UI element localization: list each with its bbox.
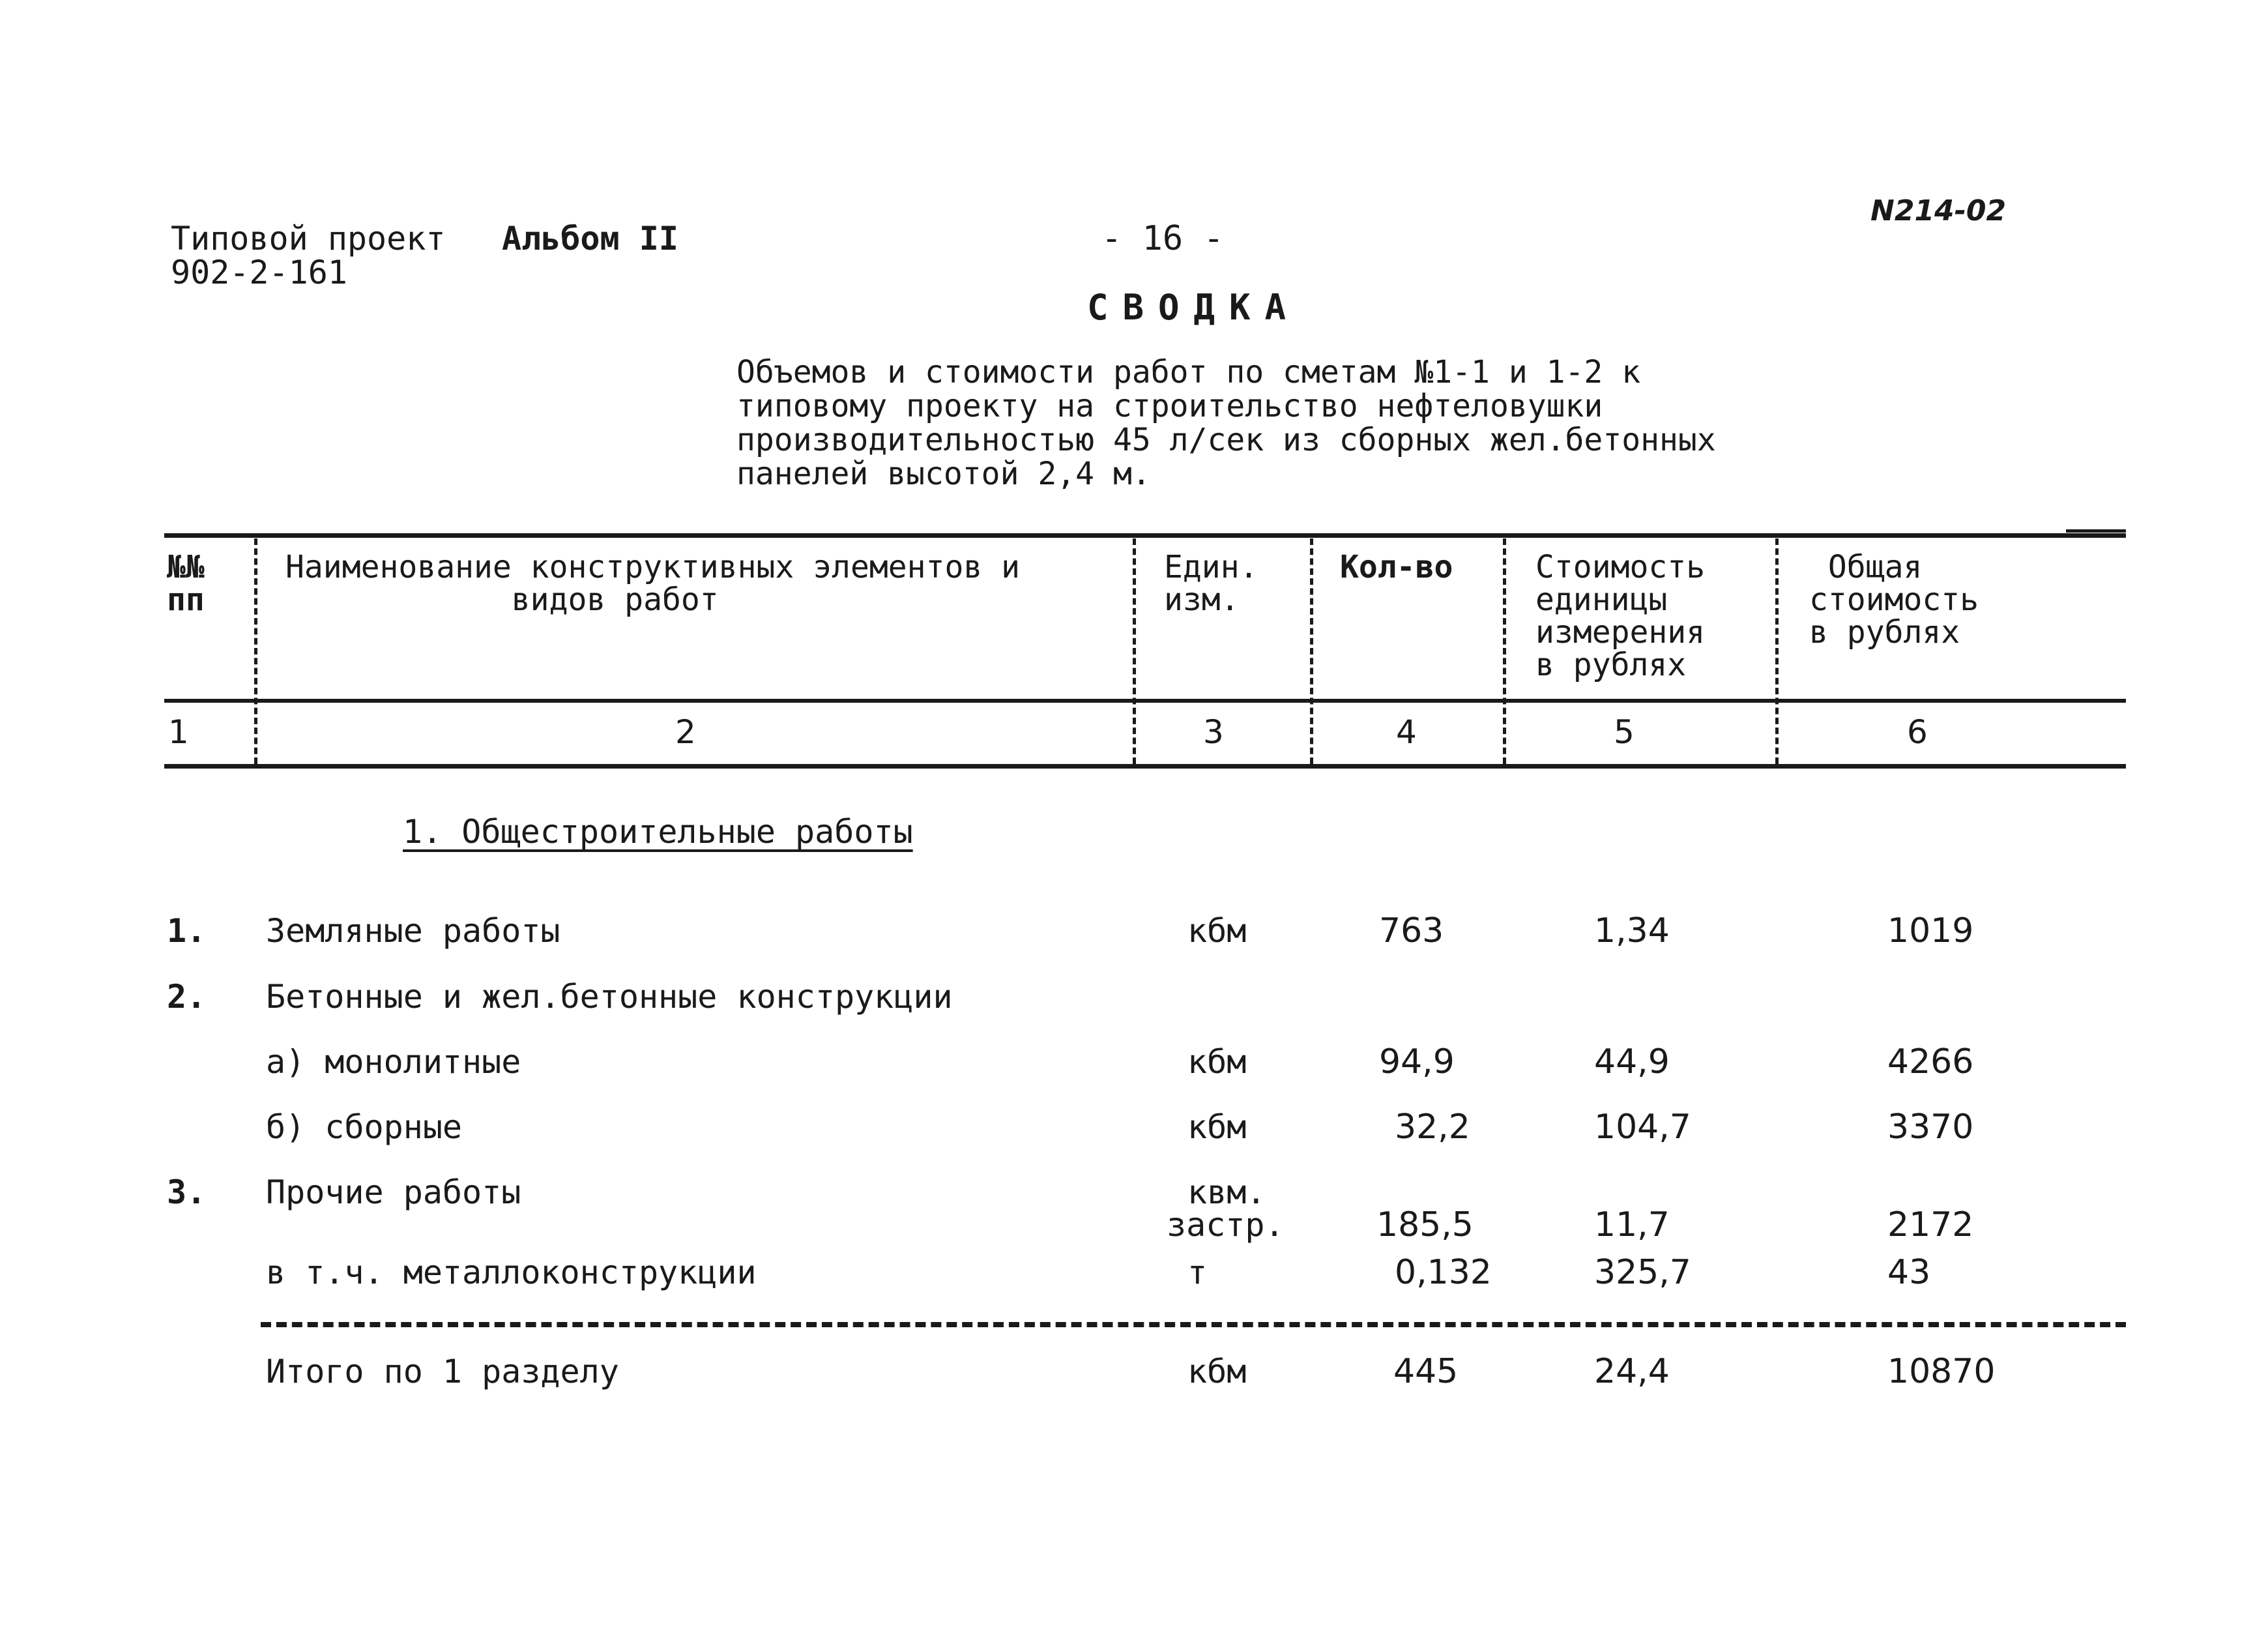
- total-unit-cost: 24,4: [1594, 1352, 1670, 1391]
- column-number: 5: [1614, 713, 1635, 751]
- row-unit: т: [1187, 1254, 1208, 1291]
- row-qty: 94,9: [1379, 1042, 1455, 1081]
- col-divider-4: [1503, 538, 1506, 764]
- row-name: Земляные работы: [266, 912, 560, 950]
- header-qty: Кол-во: [1340, 549, 1453, 585]
- header-unit-cost: Стоимость единицы измерения в рублях: [1535, 549, 1706, 683]
- total-qty: 445: [1393, 1352, 1459, 1391]
- table-header-rule: [164, 699, 2126, 703]
- row-qty: 185,5: [1376, 1205, 1474, 1244]
- row-number: 1.: [167, 912, 207, 950]
- column-number: 6: [1907, 713, 1928, 751]
- row-unit-cost: 1,34: [1594, 911, 1670, 950]
- section-title: 1. Общестроительные работы: [403, 813, 913, 851]
- row-unit-cost: 325,7: [1594, 1253, 1691, 1292]
- table-top-rule-mark: [2066, 529, 2126, 533]
- header-total: Общая стоимость в рублях: [1809, 549, 1979, 651]
- table-top-rule: [164, 533, 2126, 538]
- column-number: 3: [1203, 713, 1224, 751]
- row-total: 3370: [1887, 1108, 1974, 1147]
- row-unit-cost: 104,7: [1594, 1108, 1691, 1147]
- row-total: 2172: [1887, 1205, 1974, 1244]
- row-total: 1019: [1887, 911, 1974, 950]
- total-sum: 10870: [1887, 1352, 1996, 1391]
- row-unit: кбм: [1187, 1108, 1247, 1146]
- col-divider-1: [254, 538, 257, 764]
- total-separator: [261, 1322, 2126, 1327]
- row-unit: кбм: [1187, 912, 1247, 950]
- album-label: Альбом II: [502, 220, 678, 257]
- row-unit-cost: 44,9: [1594, 1042, 1670, 1081]
- col-divider-2: [1133, 538, 1136, 764]
- handwritten-stamp: N214-02: [1870, 194, 2007, 228]
- row-name: в т.ч. металлоконструкции: [266, 1254, 757, 1291]
- row-name: б) сборные: [266, 1108, 463, 1146]
- row-qty: 32,2: [1395, 1108, 1470, 1147]
- row-unit-cost: 11,7: [1594, 1205, 1670, 1244]
- header-unit: Един. изм.: [1164, 549, 1258, 618]
- column-number: 1: [168, 713, 189, 751]
- row-name: Прочие работы: [266, 1173, 521, 1211]
- row-name: а) монолитные: [266, 1043, 521, 1081]
- project-number: 902-2-161: [171, 254, 347, 291]
- column-number: 2: [675, 713, 696, 751]
- row-qty: 763: [1379, 911, 1444, 950]
- row-number: 2.: [167, 978, 207, 1016]
- total-unit: кбм: [1187, 1353, 1247, 1390]
- total-name: Итого по 1 разделу: [266, 1353, 619, 1390]
- row-name: Бетонные и жел.бетонные конструкции: [266, 978, 953, 1016]
- row-unit: кбм: [1187, 1043, 1247, 1081]
- row-total: 43: [1887, 1253, 1931, 1292]
- row-qty: 0,132: [1395, 1253, 1492, 1292]
- header-name: Наименование конструктивных элементов и видов работ: [285, 549, 1021, 618]
- header-num: №№ пп: [167, 549, 205, 618]
- document-title: СВОДКА: [1087, 287, 1301, 328]
- column-number: 4: [1396, 713, 1417, 751]
- table-numbers-rule: [164, 764, 2126, 769]
- row-unit: квм.: [1187, 1173, 1266, 1211]
- col-divider-3: [1310, 538, 1313, 764]
- document-subtitle: Объемов и стоимости работ по сметам №1-1 и 1-2 к типовому проекту на строительство нефтеловушки производительностью 45 л/сек из сборных жел.бетонных панелей высотой 2,4 м.: [736, 354, 1716, 492]
- project-label: Типовой проект: [171, 220, 446, 257]
- row-total: 4266: [1887, 1042, 1974, 1081]
- row-unit-secondary: застр.: [1167, 1206, 1285, 1244]
- row-number: 3.: [167, 1173, 207, 1211]
- page-number: - 16 -: [1101, 219, 1224, 258]
- col-divider-5: [1775, 538, 1779, 764]
